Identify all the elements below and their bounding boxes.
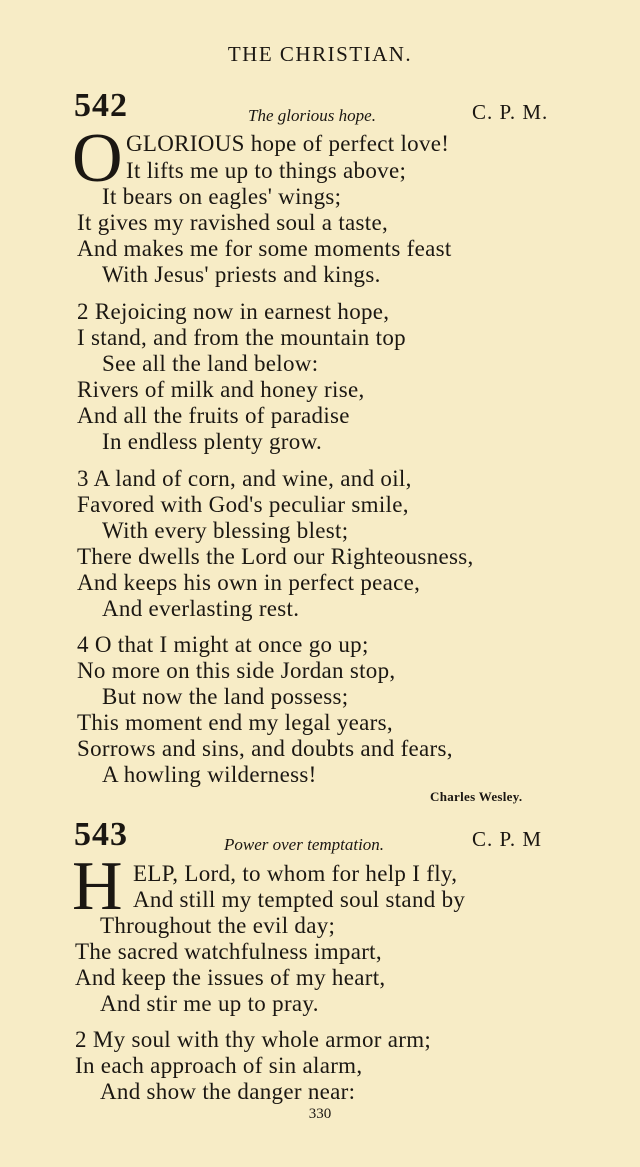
verse-line: With Jesus' priests and kings.	[102, 262, 381, 287]
verse-line: This moment end my legal years,	[77, 710, 393, 735]
verse-line: See all the land below:	[102, 351, 319, 376]
verse-line: And keeps his own in perfect peace,	[77, 570, 421, 595]
verse-line: In each approach of sin alarm,	[75, 1053, 363, 1078]
verse-line: It bears on eagles' wings;	[102, 184, 342, 209]
verse-line: But now the land possess;	[102, 684, 349, 709]
verse-line: Favored with God's peculiar smile,	[77, 492, 409, 517]
verse-line: And keep the issues of my heart,	[75, 965, 386, 990]
verse-line: The sacred watchfulness impart,	[75, 939, 382, 964]
verse-line: I stand, and from the mountain top	[77, 325, 406, 350]
verse-line: Throughout the evil day;	[100, 913, 336, 938]
verse-line: 2 My soul with thy whole armor arm;	[75, 1027, 432, 1052]
verse-line: 3 A land of corn, and wine, and oil,	[77, 466, 412, 491]
verse-line: There dwells the Lord our Righteousness,	[77, 544, 474, 569]
hymn-number: 542	[74, 87, 128, 124]
page-number: 330	[308, 1106, 332, 1122]
drop-cap: H	[72, 848, 123, 925]
verse-line: 4 O that I might at once go up;	[77, 632, 369, 657]
verse-line: And all the fruits of paradise	[77, 403, 350, 428]
drop-cap: O	[72, 120, 123, 197]
running-head: THE CHRISTIAN.	[227, 42, 413, 66]
hymn-number: 543	[74, 816, 128, 853]
verse-line: And makes me for some moments feast	[77, 236, 452, 261]
verse-line: Sorrows and sins, and doubts and fears,	[77, 736, 453, 761]
verse-line: And still my tempted soul stand by	[133, 887, 466, 912]
verse-line: Rivers of milk and honey rise,	[77, 377, 365, 402]
hymn-title: The glorious hope.	[248, 106, 376, 125]
verse-line: It lifts me up to things above;	[126, 158, 407, 183]
verse-line: In endless plenty grow.	[102, 429, 323, 454]
verse-line: 2 Rejoicing now in earnest hope,	[77, 299, 390, 324]
hymn-title: Power over temptation.	[224, 835, 385, 854]
verse-line: GLORIOUS hope of perfect love!	[126, 131, 450, 156]
verse-line: And everlasting rest.	[102, 596, 300, 621]
hymn-meter: C. P. M	[472, 827, 543, 851]
verse-line: And show the danger near:	[100, 1079, 356, 1104]
author-attribution: Charles Wesley.	[430, 789, 523, 804]
verse-line: A howling wilderness!	[102, 762, 317, 787]
verse-line: And stir me up to pray.	[100, 991, 319, 1016]
verse-line: No more on this side Jordan stop,	[77, 658, 396, 683]
verse-line: It gives my ravished soul a taste,	[77, 210, 389, 235]
hymn-meter: C. P. M.	[472, 100, 549, 124]
verse-line: ELP, Lord, to whom for help I fly,	[133, 861, 458, 886]
verse-line: With every blessing blest;	[102, 518, 349, 543]
